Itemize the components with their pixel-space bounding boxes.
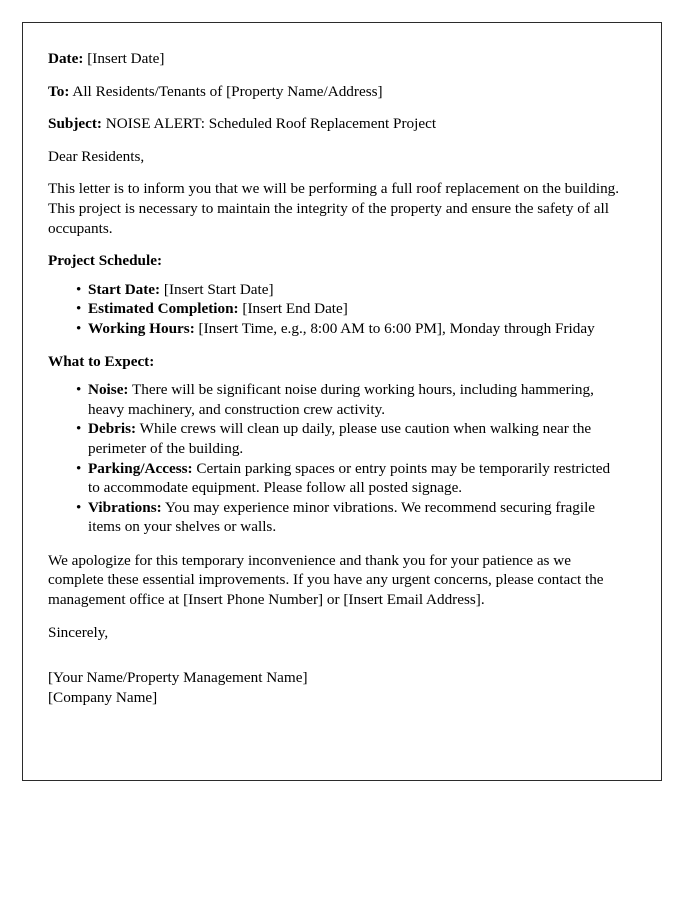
date-paragraph	[48, 49, 622, 69]
salutation-block	[48, 147, 622, 167]
date-value: [Insert Date]	[87, 50, 165, 67]
date-line	[48, 49, 622, 69]
what-to-expect-list	[48, 380, 622, 537]
list-item	[76, 459, 622, 498]
list-item	[76, 498, 622, 537]
intro-paragraph: This letter is to inform you that we will be performing a full roof replacement on the building. This project is necessary to maintain the integrity of the property and ensure the safety of all occupants.	[48, 180, 620, 237]
expectation-item-label: Noise:	[88, 381, 129, 399]
schedule-item-label: Start Date:	[88, 280, 161, 298]
sign-off: Sincerely,	[48, 623, 109, 641]
expectation-item-label: Vibrations:	[88, 498, 162, 516]
signature-block	[48, 668, 622, 707]
what-to-expect-section	[48, 352, 622, 537]
subject-paragraph	[48, 114, 622, 134]
subject-label: Subject:	[48, 115, 102, 133]
recipient-line	[48, 82, 622, 102]
expectation-item-value: You may experience minor vibrations. We recommend securing fragile items on your shelves or walls.	[88, 498, 596, 536]
list-item	[76, 419, 622, 458]
signature-company-line: [Company Name]	[48, 688, 158, 706]
intro-block	[48, 179, 622, 238]
expectation-item-value: There will be significant noise during working hours, including hammering, heavy machinery, and construction crew activity.	[88, 381, 594, 418]
date-label: Date:	[48, 50, 84, 67]
what-to-expect-heading: What to Expect:	[48, 352, 155, 370]
signature-spacer	[48, 655, 622, 668]
letter-content	[23, 23, 661, 707]
project-schedule-heading: Project Schedule:	[48, 252, 163, 270]
salutation: Dear Residents,	[48, 147, 145, 165]
schedule-item-value: [Insert End Date]	[242, 300, 348, 318]
signature-name-line: [Your Name/Property Management Name]	[48, 669, 308, 687]
subject-line	[48, 114, 622, 134]
expectation-item-label: Debris:	[88, 420, 137, 438]
list-item	[76, 280, 622, 300]
schedule-item-value: [Insert Time, e.g., 8:00 AM to 6:00 PM], Monday through Friday	[198, 319, 595, 337]
schedule-item-label: Estimated Completion:	[88, 300, 239, 318]
expectation-item-value: Certain parking spaces or entry points may be temporarily restricted to accommodate equipment. Please follow all posted signage.	[88, 459, 611, 497]
sign-off-block	[48, 623, 622, 643]
closing-block	[48, 551, 622, 610]
schedule-item-label: Working Hours:	[88, 319, 195, 337]
closing-paragraph: We apologize for this temporary inconvenience and thank you for your patience as we complete these essential improvements. If you have any urgent concerns, please contact the management office at [Insert Phone Number] or [Insert Email Address].	[48, 551, 604, 609]
subject-value: NOISE ALERT: Scheduled Roof Replacement Project	[105, 115, 437, 133]
list-item	[76, 380, 622, 419]
expectation-item-label: Parking/Access:	[88, 459, 193, 477]
to-paragraph	[48, 82, 622, 102]
to-label: To:	[48, 82, 70, 100]
to-value: All Residents/Tenants of [Property Name/Address]	[72, 82, 383, 100]
list-item	[76, 299, 622, 319]
schedule-item-value: [Insert Start Date]	[163, 280, 274, 298]
expectation-item-value: While crews will clean up daily, please use caution when walking near the perimeter of the building.	[88, 420, 592, 457]
project-schedule-section	[48, 251, 622, 338]
list-item	[76, 319, 622, 339]
letter-page	[22, 22, 662, 781]
project-schedule-list	[48, 280, 622, 339]
